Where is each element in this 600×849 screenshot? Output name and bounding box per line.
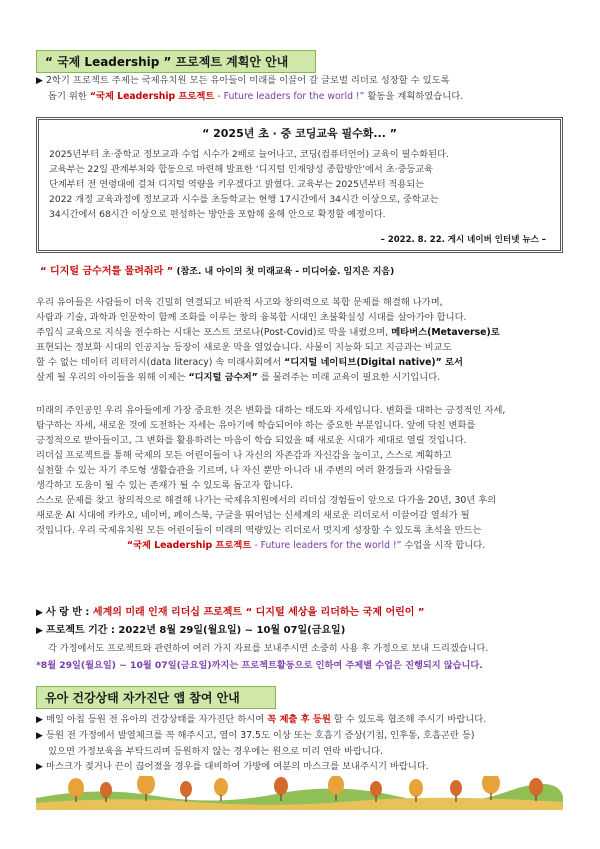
body-line: 살게 될 우리의 아이들을 위해 이제는: [36, 372, 189, 383]
health-notices: [36, 712, 581, 775]
closing-project-subtitle: - Future leaders for the world !”: [251, 540, 402, 551]
body-line: 주입식 교육으로 지식을 전수하는 시대는 포스트 코로나(Post-Covid)로 막을 내렸으며,: [36, 327, 392, 338]
notice-text: 등원 전 가정에서 발열체크를 꼭 해주시고, 열이 37.5도 이상 또는 호흡기 증상(기침, 인후통, 호흡곤란 등): [46, 730, 475, 741]
quote-line: 34시간에서 68시간 이상으로 편성하는 방안을 포함해 올해 안으로 확정할 예정이다.: [49, 209, 386, 220]
quote-title: “ 2025년 초 · 중 코딩교육 필수화... ”: [202, 127, 397, 140]
reference-note: (참조. 내 아이의 첫 미래교육 - 미디어숲. 임지은 지음): [173, 267, 395, 277]
arrow-bullet-icon: ▶: [36, 731, 43, 741]
arrow-bullet-icon: ▶: [36, 608, 43, 618]
quote-line: 교육부는 22일 관계부처와 합동으로 마련해 발표한 ‘디지털 인재양성 종합방안’에서 초·중등교육: [49, 164, 433, 175]
body-line: 스스로 문제를 찾고 창의적으로 해결해 나가는 국제유치원에서의 리더십 경험들이 앞으로 다가올 20년, 30년 후의: [36, 495, 497, 506]
schedule-warning: *8월 29일(월요일) ~ 10월 07일(금요일)까지는 프로젝트활동으로 인하여 주제별 수업은 진행되지 않습니다.: [36, 660, 483, 671]
quote-line: 단계부터 전 연령대에 걸쳐 디지털 역량을 키우겠다고 밝혔다. 교육부는 2025년부터 적용되는: [49, 179, 425, 190]
notice-text: 마스크가 젖거나 끈이 끊어졌을 경우를 대비하여 가방에 여분의 마스크를 보내주시기 바랍니다.: [46, 761, 429, 772]
section-title-health: [36, 686, 276, 709]
body-line: 우리 유아들은 사람들이 더욱 긴밀히 연결되고 비판적 사고와 창의력으로 복합 문제를 해결해 나가며,: [36, 297, 443, 308]
closing-text: 수업을 시작 합니다.: [401, 540, 486, 551]
body-line: 긍정적으로 받아들이고, 그 변화를 활용하려는 마음이 학습 되었을 때 새로운 시대가 제대로 열릴 것입니다.: [36, 435, 467, 446]
closing-project-name: “국제 Leadership 프로젝트: [126, 540, 252, 551]
project-subtitle-purple: - Future leaders for the world !”: [214, 91, 365, 102]
section-title-leadership: [36, 50, 316, 73]
notice-text: 매일 아침 등원 전 유아의 건강상태를 자가진단 하시여: [46, 714, 268, 725]
digital-spoon-highlight: “디지털 금수저”: [188, 372, 258, 383]
quote-source: – 2022. 8. 22. 게시 네이버 인터넷 뉴스 –: [380, 235, 546, 245]
arrow-bullet-icon: ▶: [36, 626, 43, 636]
intro-line-2-pre: 돕기 위한: [48, 91, 90, 102]
body-line: 새로운 AI 시대에 카카오, 네이버, 페이스북, 구글을 뛰어넘는 신세계의 새로운 리더로서 이끌어갈 열쇠가 될: [36, 510, 470, 521]
period-label: 프로젝트 기간 :: [46, 625, 115, 636]
class-label: 사 랑 반 :: [46, 607, 90, 618]
body-line: 를 물려주는 미래 교육이 필요한 시기입니다.: [257, 372, 441, 383]
body-line: 생각하고 도움이 될 수 있는 존재가 될 수 있도록 돕고자 합니다.: [36, 480, 294, 491]
intro-line-1: 2학기 프로젝트 주제는 국제유치원 모든 유아들이 미래를 이끌어 갈 글로벌 리더로 성장할 수 있도록: [46, 75, 450, 86]
submit-emphasis: 꼭 제출 후 등원: [267, 714, 331, 725]
intro-paragraph: [36, 73, 576, 104]
quote-body: [49, 147, 550, 222]
quote-line: 2025년부터 초·중학교 정보교과 수업 시수가 2배로 늘어나고, 코딩(컴퓨터언어) 교육이 필수화된다.: [49, 149, 449, 160]
autumn-hills-illustration: [36, 776, 563, 810]
body-line: 것입니다. 우리 국제유치원 모든 어린이들이 미래의 역량있는 리더로서 멋지게 성장할 수 있도록 초석을 만드는: [36, 525, 482, 536]
arrow-bullet-icon: ▶: [36, 76, 43, 86]
body-line: 미래의 주인공인 우리 유아들에게 가장 중요한 것은 변화를 대하는 태도와 자세입니다. 변화를 대하는 긍정적인 자세,: [36, 405, 506, 416]
notice-text: 할 수 있도록 협조해 주시기 바랍니다.: [330, 714, 487, 725]
project-name-red: “국제 Leadership 프로젝트: [89, 91, 215, 102]
arrow-bullet-icon: ▶: [36, 762, 43, 772]
paragraph-future-era: [36, 295, 576, 385]
intro-line-2-post: 활동을 계획하였습니다.: [364, 91, 464, 102]
body-line: 실천할 수 있는 자기 주도형 생활습관을 기르며, 나 자신 뿐만 아니라 내 주변의 여러 환경들과 사람들을: [36, 465, 452, 476]
section-title-text: 유아 건강상태 자가진단 앱 참여 안내: [45, 691, 240, 705]
materials-note: 각 가정에서도 프로젝트와 관련하여 여러 가지 자료를 보내주시면 소중히 사용 후 가정으로 보내 드리겠습니다.: [48, 643, 489, 654]
digital-spoon-heading: [40, 264, 580, 280]
body-line: 탐구하는 자세, 새로운 것에 도전하는 자세는 유아기에 학습되어야 하는 중요한 부분입니다. 앞에 닥친 변화를: [36, 420, 476, 431]
news-quote-box: [36, 117, 563, 253]
project-info: [36, 604, 581, 674]
quote-line: 2022 개정 교육과정에 정보교과 시수를 초등학교는 현행 17시간에서 34시간 이상으로, 중학교는: [49, 194, 439, 205]
body-line: 할 수 없는 데이터 리터러시(data literacy) 속 미래사회에서: [36, 357, 285, 368]
body-line: 사람과 기술, 과학과 인문학이 함께 조화를 이루는 창의 융복합 시대인 초불확실성 시대를 살아가야 합니다.: [36, 312, 467, 323]
digital-native-highlight: “디지털 네이티브(Digital native)” 로서: [284, 357, 463, 368]
arrow-bullet-icon: ▶: [36, 715, 43, 725]
period-value: 2022년 8월 29일(월요일) ~ 10월 07일(금요일): [114, 625, 346, 636]
section-title-text: “ 국제 Leadership ” 프로젝트 계획안 안내: [45, 55, 289, 69]
body-line: 표현되는 정보화 시대의 인공지능 등장이 새로운 막을 열었습니다. 사물이 지능화 되고 지금과는 비교도: [36, 342, 452, 353]
body-line: 리더십 프로젝트를 통해 국제의 모든 어린이들이 나 자신의 자존감과 자신감을 높이고, 스스로 계획하고: [36, 450, 452, 461]
digital-spoon-title: “ 디지털 금수저를 물려줘라 ”: [40, 266, 174, 277]
metaverse-highlight: 메타버스(Metaverse)로: [391, 327, 500, 338]
class-project-title: 세계의 미래 인재 리더십 프로젝트 “ 디지털 세상을 리더하는 국제 어린이 ”: [89, 607, 425, 618]
paragraph-attitude: [36, 403, 576, 553]
notice-text: 있으면 가정보육을 부탁드리며 등원하지 않는 경우에는 원으로 미리 연락 바랍니다.: [48, 746, 383, 757]
